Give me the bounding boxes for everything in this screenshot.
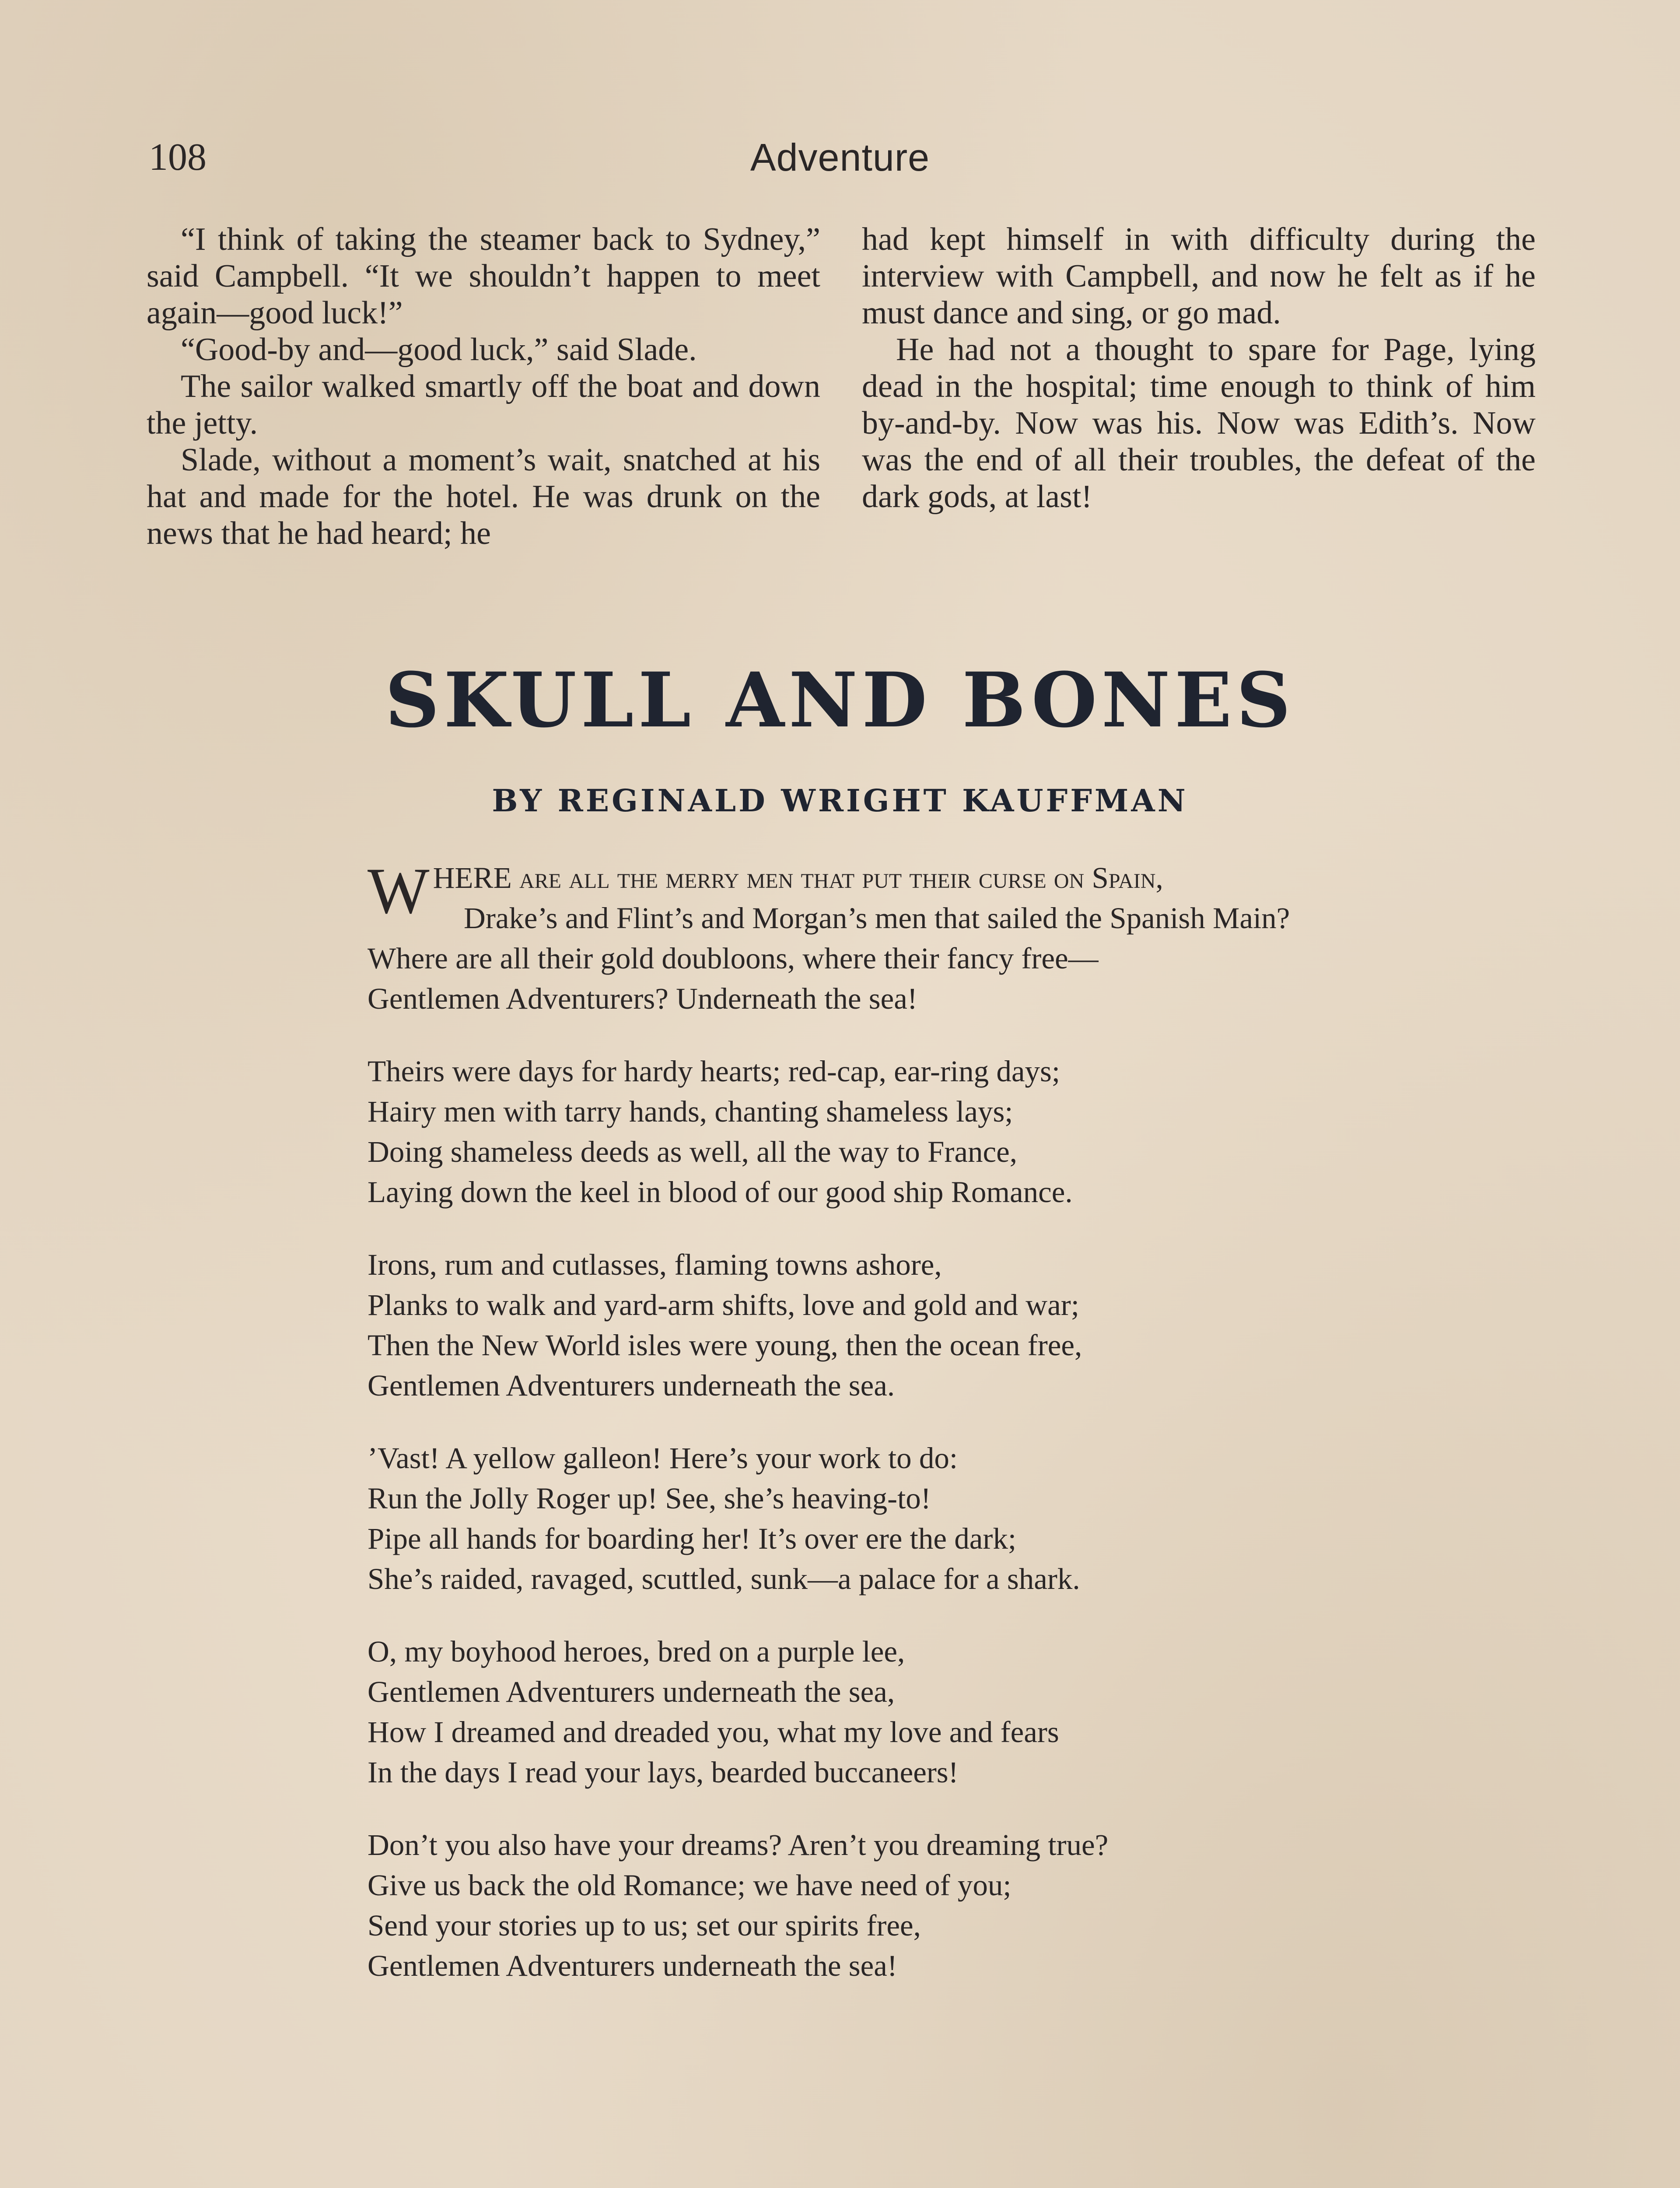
verse-line: Irons, rum and cutlasses, flaming towns ashore, <box>368 1248 942 1281</box>
verse-line: Give us back the old Romance; we have need of you; <box>368 1869 1012 1902</box>
stanza <box>368 1438 1418 1599</box>
verse-line: ’Vast! A yellow galleon! Here’s your work to do: <box>368 1441 958 1475</box>
verse-line: HERE are all the merry men that put their curse on Spain, <box>433 861 1163 894</box>
stanza <box>368 1051 1418 1212</box>
verse-line: Gentlemen Adventurers underneath the sea, <box>368 1675 895 1708</box>
verse-line: Then the New World isles were young, then the ocean free, <box>368 1329 1082 1362</box>
verse-line: Where are all their gold doubloons, where their fancy free— <box>368 942 1099 975</box>
stanza <box>368 855 1418 1019</box>
verse-line: Pipe all hands for boarding her! It’s over ere the dark; <box>368 1522 1016 1555</box>
story-paragraph: He had not a thought to spare for Page, lying dead in the hospital; time enough to think of him by-and-by. Now was his. Now was Edith’s. Now was the end of all their troubles, the defeat of the dark gods, at last! <box>862 332 1536 515</box>
story-paragraph: Slade, without a moment’s wait, snatched at his hat and made for the hotel. He was drunk on the news that he had heard; he <box>147 442 820 551</box>
verse-line: Planks to walk and yard-arm shifts, love and gold and war; <box>368 1288 1079 1322</box>
story-paragraph: had kept himself in with difficulty during the interview with Campbell, and now he felt as if he must dance and sing, or go mad. <box>862 221 1536 331</box>
drop-cap: W <box>368 855 430 927</box>
verse-line: Gentlemen Adventurers? Underneath the sea! <box>368 982 917 1015</box>
running-title: Adventure <box>750 136 930 179</box>
stanza <box>368 1245 1418 1406</box>
verse-line: She’s raided, ravaged, scuttled, sunk—a palace for a shark. <box>368 1562 1080 1595</box>
poem-byline: BY REGINALD WRIGHT KAUFFMAN <box>492 782 1188 819</box>
verse-line: Hairy men with tarry hands, chanting shameless lays; <box>368 1095 1013 1128</box>
poem-title: SKULL AND BONES <box>385 656 1295 744</box>
verse-line: O, my boyhood heroes, bred on a purple lee, <box>368 1635 905 1668</box>
story-paragraph: The sailor walked smartly off the boat and down the jetty. <box>147 368 820 441</box>
verse-line: Send your stories up to us; set our spirits free, <box>368 1909 921 1942</box>
stanza <box>368 1631 1418 1792</box>
stanza <box>368 1825 1418 1986</box>
verse-line: Run the Jolly Roger up! See, she’s heaving-to! <box>368 1482 931 1515</box>
page-number: 108 <box>149 136 206 179</box>
right-column <box>862 221 1536 515</box>
verse-line: In the days I read your lays, bearded buccaneers! <box>368 1756 959 1789</box>
verse-line: Theirs were days for hardy hearts; red-cap, ear-ring days; <box>368 1055 1060 1088</box>
verse-line: Doing shameless deeds as well, all the way to France, <box>368 1135 1018 1168</box>
story-paragraph: “I think of taking the steamer back to Sydney,” said Campbell. “It we shouldn’t happen to meet again—good luck!” <box>147 221 820 331</box>
verse-line: Laying down the keel in blood of our good ship Romance. <box>368 1175 1073 1209</box>
verse-line: Don’t you also have your dreams? Aren’t you dreaming true? <box>368 1828 1109 1862</box>
verse-line: Drake’s and Flint’s and Morgan’s men that sailed the Spanish Main? <box>464 901 1290 935</box>
running-head <box>149 131 1531 184</box>
story-paragraph: “Good-by and—good luck,” said Slade. <box>181 332 697 368</box>
left-column <box>147 221 820 552</box>
verse-line: Gentlemen Adventurers underneath the sea! <box>368 1949 897 1982</box>
verse-line: How I dreamed and dreaded you, what my love and fears <box>368 1715 1059 1749</box>
verse-line: Gentlemen Adventurers underneath the sea. <box>368 1369 895 1402</box>
poem-body <box>368 855 1418 2018</box>
